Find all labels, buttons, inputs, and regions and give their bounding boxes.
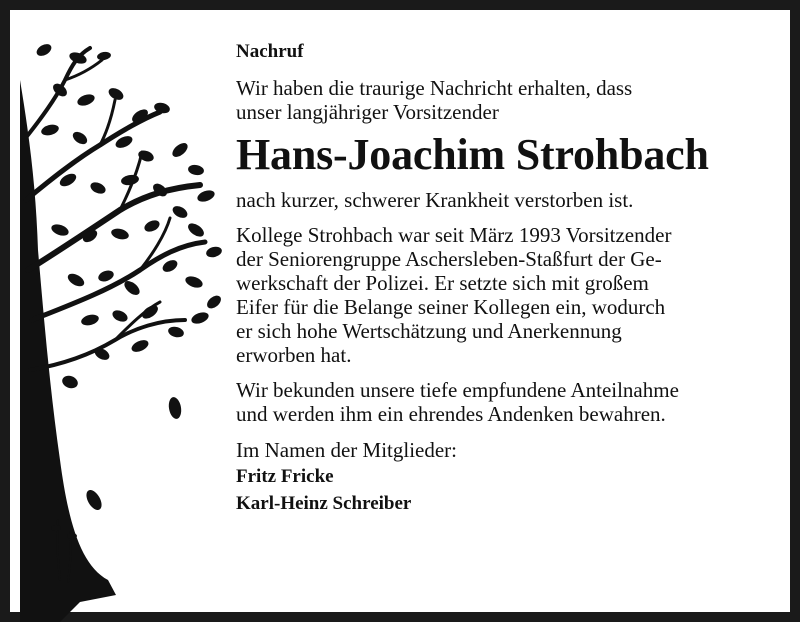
signer-name: Karl-Heinz Schreiber [236,493,412,514]
deceased-name: Hans-Joachim Strohbach [236,130,709,179]
obituary-text [236,40,774,517]
bio-line: er sich hohe Wertschätzung und Anerkennung [236,319,622,343]
tree-silhouette-icon [20,20,230,622]
after-name-line: nach kurzer, schwerer Krankheit verstorben ist. [236,188,634,212]
bio-line: Eifer für die Belange seiner Kollegen ein, wodurch [236,295,666,319]
signer-name: Fritz Fricke [236,466,334,487]
intro-line: unser langjähriger Vorsitzender [236,100,499,124]
on-behalf-line: Im Namen der Mitglieder: [236,438,458,462]
bio-line: erworben hat. [236,343,352,367]
condolence-line: und werden ihm ein ehrendes Andenken bewahren. [236,402,666,426]
bio-line: werkschaft der Polizei. Er setzte sich mit großem [236,271,649,295]
intro-line: Wir haben die traurige Nachricht erhalten, dass [236,76,633,100]
bio-line: Kollege Strohbach war seit März 1993 Vorsitzender [236,223,672,247]
condolence-line: Wir bekunden unsere tiefe empfundene Anteilnahme [236,378,679,402]
notice-heading: Nachruf [236,41,304,62]
bio-line: der Seniorengruppe Aschersleben-Staßfurt der Ge- [236,247,662,271]
